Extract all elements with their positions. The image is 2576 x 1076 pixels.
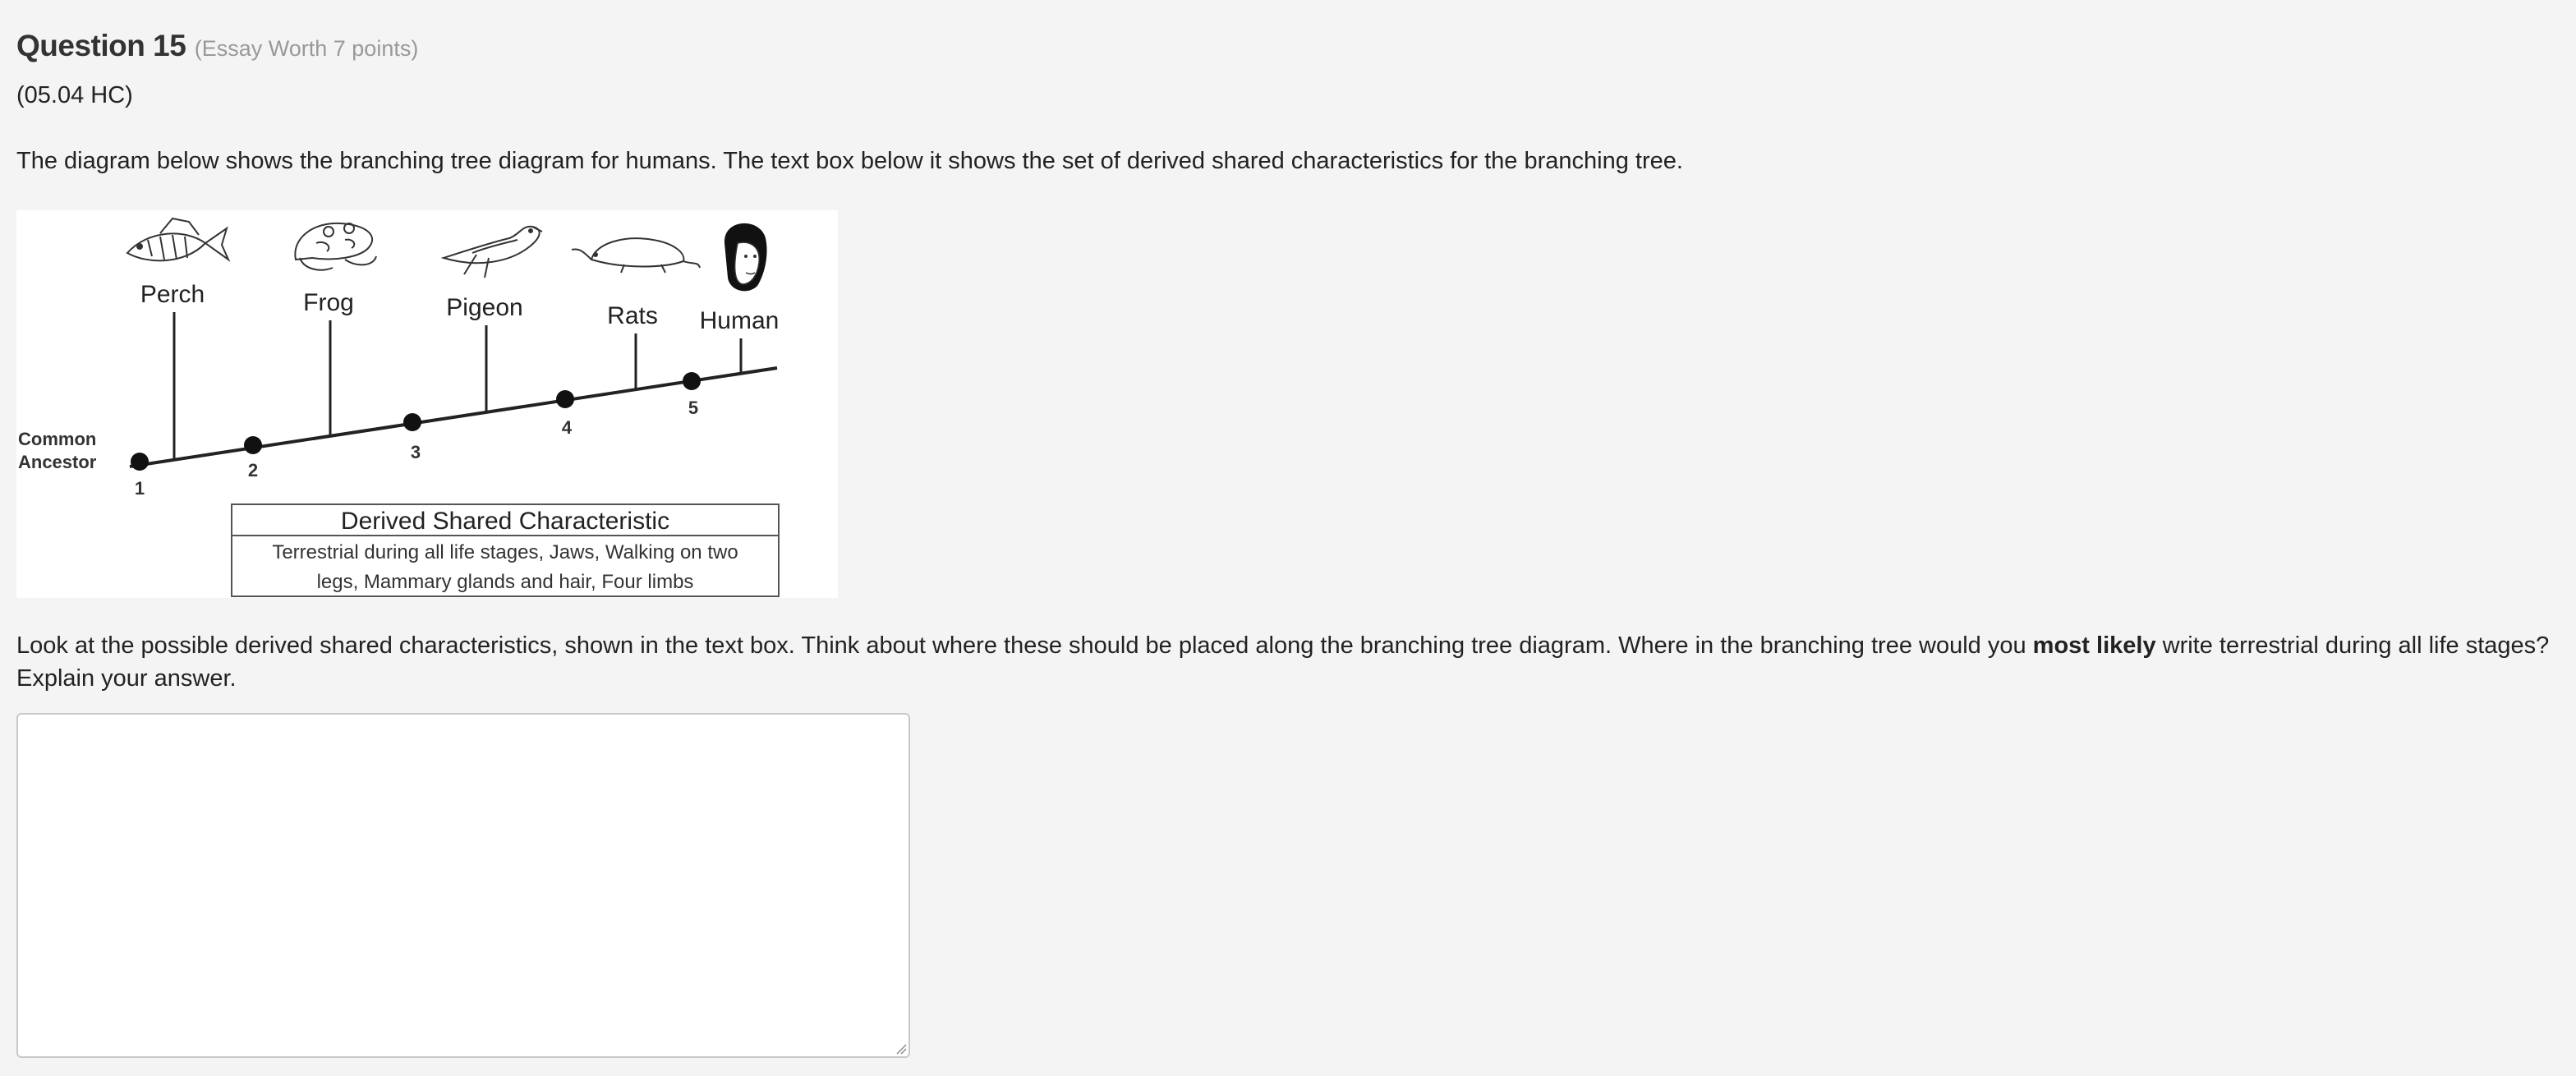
characteristic-box-line1: Terrestrial during all life stages, Jaws, Walking on two xyxy=(272,541,738,563)
characteristic-box-line2: legs, Mammary glands and hair, Four limbs xyxy=(316,571,694,593)
rat-icon xyxy=(572,238,700,273)
node-label-3: 3 xyxy=(410,442,421,462)
question-code: (05.04 HC) xyxy=(16,82,133,108)
resize-handle-icon[interactable] xyxy=(895,1043,907,1055)
tree-trunk xyxy=(130,368,777,467)
characteristic-box xyxy=(232,504,779,596)
node-3 xyxy=(403,413,421,431)
node-label-4: 4 xyxy=(561,417,573,438)
essay-answer-textarea[interactable] xyxy=(16,713,910,1058)
prompt-text-after: write terrestrial during all life stages? Explain your answer. xyxy=(16,632,2550,692)
question-worth: (Essay Worth 7 points) xyxy=(194,36,419,61)
question-intro: The diagram below shows the branching tree diagram for humans. The text box below it shows the set of derived shared characteristics for the branching tree. xyxy=(16,148,1683,174)
prompt-text-before: Look at the possible derived shared characteristics, shown in the text box. Think about where these should be placed along the branching tree diagram. Where in the branching tree would you xyxy=(16,632,2033,659)
label-pigeon: Pigeon xyxy=(446,294,523,321)
question-title: Question 15 xyxy=(16,29,186,62)
prompt-text-bold: most likely xyxy=(2032,632,2156,659)
label-frog: Frog xyxy=(303,289,354,316)
label-rats: Rats xyxy=(607,302,658,329)
label-human: Human xyxy=(699,307,780,334)
node-label-2: 2 xyxy=(247,460,259,481)
node-5 xyxy=(683,372,701,390)
human-face-icon xyxy=(724,223,767,291)
node-1 xyxy=(131,453,149,471)
ancestor-label-line1: Common xyxy=(18,429,97,449)
branching-tree-diagram xyxy=(16,210,838,598)
node-4 xyxy=(556,390,574,408)
frog-icon xyxy=(295,223,376,270)
question-prompt xyxy=(16,629,2571,695)
characteristic-box-title: Derived Shared Characteristic xyxy=(340,508,670,535)
node-label-1: 1 xyxy=(134,478,145,499)
node-2 xyxy=(244,436,262,454)
fish-icon xyxy=(127,218,228,260)
label-perch: Perch xyxy=(140,281,205,308)
ancestor-label-line2: Ancestor xyxy=(18,452,97,472)
node-label-5: 5 xyxy=(688,398,699,418)
question-header xyxy=(16,26,418,72)
pigeon-icon xyxy=(444,227,542,278)
